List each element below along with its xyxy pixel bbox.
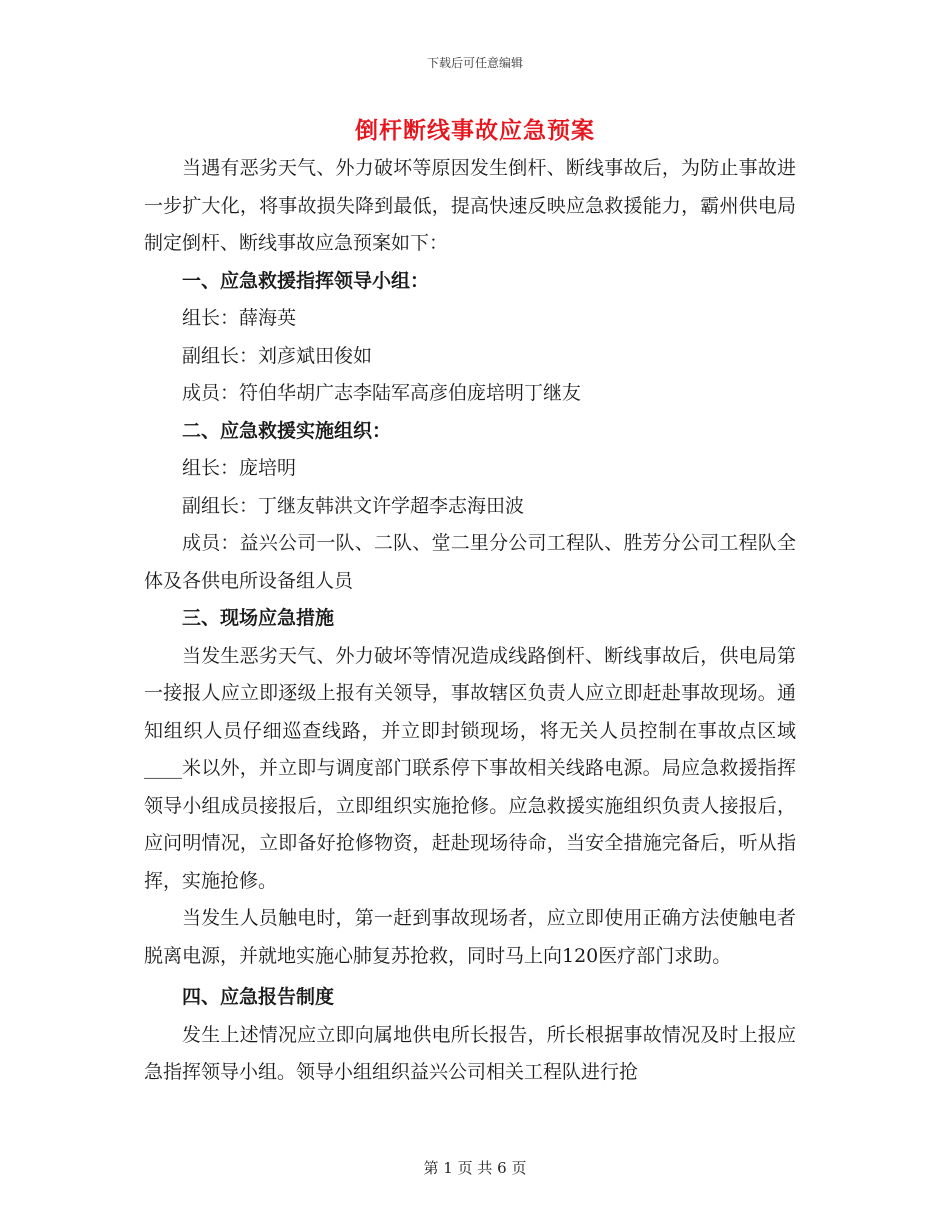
document-body — [144, 150, 796, 1092]
section4-paragraph-1: 发生上述情况应立即向属地供电所长报告，所长根据事故情况及时上报应急指挥领导小组。领导小组组织益兴公司相关工程队进行抢 — [144, 1023, 796, 1083]
page-footer: 第 1 页 共 6 页 — [423, 1159, 527, 1177]
document-title: 倒杆断线事故应急预案 — [355, 117, 595, 144]
section1-deputy: 副组长：刘彦斌田俊如 — [182, 344, 373, 367]
section1-leader: 组长：薛海英 — [182, 307, 297, 329]
section3-paragraph-2: 当发生人员触电时，第一赶到事故现场者，应立即使用正确方法使触电者脱离电源，并就地实施心肺复苏抢救，同时马上向120医疗部门求助。 — [144, 907, 796, 967]
section2-members: 成员：益兴公司一队、二队、堂二里分公司工程队、胜芳分公司工程队全体及各供电所设备组人员 — [144, 532, 796, 592]
section3-heading: 三、现场应急措施 — [182, 607, 335, 629]
section2-deputy: 副组长：丁继友韩洪文许学超李志海田波 — [182, 494, 525, 517]
section3-paragraph-1: 当发生恶劣天气、外力破坏等情况造成线路倒杆、断线事故后，供电局第一接报人应立即逐级上报有关领导，事故辖区负责人应立即赶赴事故现场。通知组织人员仔细巡查线路，并立即封锁现场，将无关人员控制在事故点区域____米以外，并立即与调度部门联系停下事故相关线路电源。局应急救援指挥领导小组成员接报后，立即组织实施抢修。应急救援实施组织负责人接报后，应问明情况，立即备好抢修物资，赶赴现场待命，当安全措施完备后，听从指挥，实施抢修。 — [144, 644, 796, 892]
page-header: 下载后可任意编辑 — [426, 56, 523, 70]
section2-heading: 二、应急救援实施组织： — [182, 419, 392, 442]
intro-paragraph: 当遇有恶劣天气、外力破坏等原因发生倒杆、断线事故后，为防止事故进一步扩大化，将事故损失降到最低，提高快速反映应急救援能力，霸州供电局制定倒杆、断线事故应急预案如下： — [144, 157, 796, 254]
section4-heading: 四、应急报告制度 — [182, 986, 335, 1008]
section1-heading: 一、应急救援指挥领导小组： — [182, 269, 430, 292]
section1-members: 成员：符伯华胡广志李陆军高彦伯庞培明丁继友 — [182, 382, 582, 404]
section2-leader: 组长：庞培明 — [182, 457, 297, 479]
